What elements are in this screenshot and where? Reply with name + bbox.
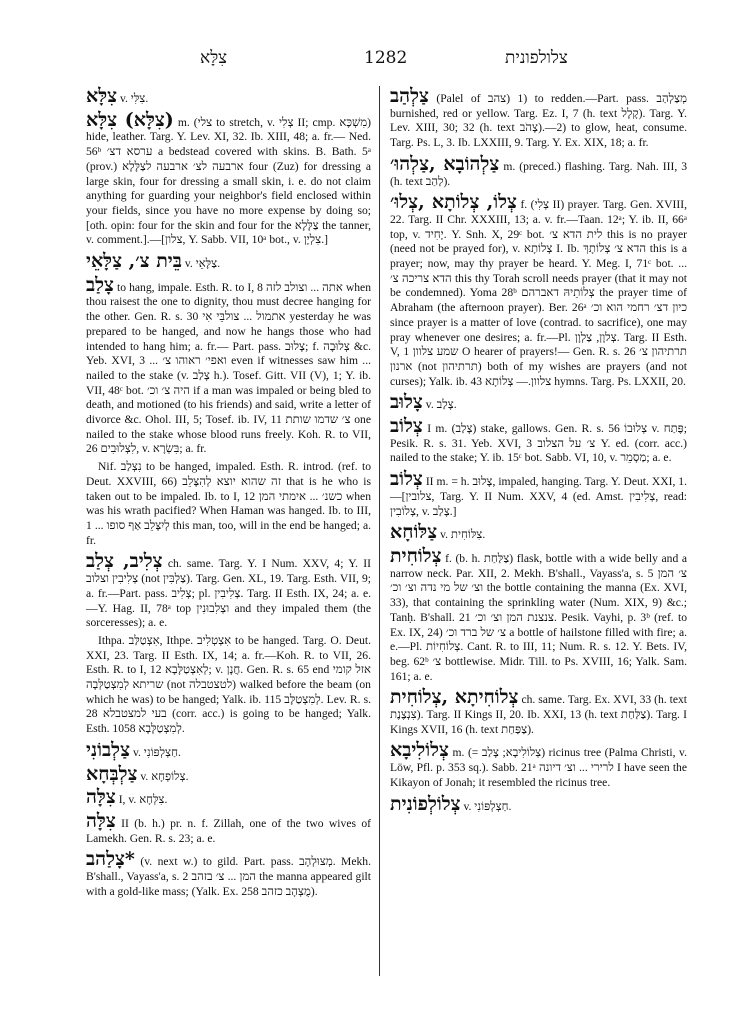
dictionary-entry [390,740,687,790]
dictionary-entry [86,787,371,808]
entry-definition: v. צְלוֹפְחָא. [140,769,189,783]
entry-definition: f. (b. h. צַלַּחַת) flask, bottle with a wide belly and a narrow neck. Par. XII, 2. Mekh. B'shall., Vayass'a, s. 5 צ׳ המן וצ׳ של מי נדה וצ׳ וכ׳ the bottle containing the manna (Ex. XVI, 33), that containing the sprinkling water (Num. XIX, 9) &c.; Tanḥ. B'shall. 21 צנצנת המן וצ׳ וכ׳. Pesik. Vayhi, p. 3ᵇ (ref. to Ex. IX, 24) צ׳ של ברד וכ׳ a bottle of hailstone filled with fire; a. e.—Pl. צְלוֹחִיוֹת. Cant. R. to III, 11; Num. R. s. 12. Y. Bets. IV, beg. 62ᵇ צ׳ bottlewise. Midr. Till. to Ps. XVIII, 16; Yalk. Sam. 161; a. e. [390,551,687,683]
entry-definition: II m. = h. צָלוּב, impaled, hanging. Targ. Y. Deut. XXI, 1.—[צלובין, Targ. Y. II Num. XXV, 4 (ed. Amst. צְלִיבִין, read: צְלוֹבִין, v. צָלַב.] [390,475,687,518]
entry-headword: *צָלַהב [86,848,135,871]
entry-headword: צָלוּב [390,391,423,414]
running-head-left: צִלָּא [200,48,228,68]
dictionary-entry [86,460,371,548]
dictionary-entry [86,764,371,785]
entry-headword: צִלָּה [86,809,116,832]
entry-definition: I m. (צָלַב) stake, gallows. Gen. R. s. 56 צְלוּבוֹ v. פֶּתַח; Pesik. R. s. 31. Yeb. XVI, 3 צ׳ על הצלוב Y. ed. (corr. acc.) nailed to the stake; Y. ib. 15ᶜ bot. Sabb. VI, 10, v. מַסְמֵר; a. e. [390,422,687,465]
dictionary-entry [390,522,687,543]
entry-definition: m. (preced.) flashing. Targ. Nah. III, 3 (h. text לַהַב). [390,159,687,188]
entry-definition: m. (צלי to stretch, v. צְלִי II; cmp. מִשְׁכָּא) hide, leather. Targ. Y. Lev. XI, 32. Ib. XIII, 48; a. fr.— Ned. 56ᵇ ערסא דצ׳ a bedstead covered with skins. B. Bath. 5ᵃ (prov.) ארבעה לצ׳ ארבעה לצַלָּלָא four (Zuz) for dressing a large skin, four for dressing a small skin, i. e. do not claim anything for guarding your neighbor's field enclosed within your fields, since you have no more expense by doing so; [oth. opin: four for the skin and four for the צַלָּלָא the tanner, v. comment.].—[צלון, Y. Sabb. VII, 10ᵃ bot., v. צִלְיָן.] [86,115,371,247]
entry-definition: v. צַלָּאֵי. [184,257,221,271]
column-divider [379,86,380,976]
dictionary-entry [86,275,371,457]
entry-definition: v. צִלִּי. [119,92,149,105]
dictionary-entry [86,551,371,631]
dictionary-entry [390,794,687,815]
entry-headword: בֵּית צ׳, צַלָּאֵי [86,250,182,273]
dictionary-entry [390,154,687,189]
entry-headword: צְלוֹלְפוֹנִית [390,792,461,815]
entry-definition: v. חַצְלְפּוֹנִי. [132,745,181,759]
entry-headword: (צִלָּא) צִלָּא [86,108,174,131]
entry-headword: צִלָּה [86,786,116,809]
page-number: 1282 [364,48,408,68]
entry-definition: Ithpa. אִצְטַלַּב, Ithpe. אִצְטְלִיב to be hanged. Targ. O. Deut. XXI, 23. Targ. II Esth. IX, 14; a. fr.—Koh. R. to VII, 26. Esth. R. to I, 12 לְאִצְטַלָּבָא; v. חֲנָן. Gen. R. s. 65 end אזל קומי שריתא לְמִצְטַלְּבָה (not לטצטבלה) walked before the beam (on which he was) to be hanged; Yalk. ib. 115 לְמִצְטַלָּב. Lev. R. s. 28 בעי למצטבלא (corr. acc.) is going to be hanged; Yalk. Esth. 1058 לְמִצְטַלָּבָא. [86,633,371,736]
entry-headword: צַלּוֹחָא [390,521,438,544]
entry-definition: ch. same. Targ. Ex. XVI, 33 (h. text צִנְצֶנֶת). Targ. II Kings II, 20. Ib. XXI, 13 (h. text צַלַּחַת). Targ. I Kings XVII, 16 (h. text צַפַּחַת). [390,693,687,736]
entry-headword: צְלוֹב [390,415,423,438]
entry-headword: צִלָּא [86,86,118,107]
entry-definition: II (b. h.) pr. n. f. Zillah, one of the two wives of Lamekh. Gen. R. s. 23; a. e. [86,816,371,845]
entry-headword: צְלִיב, צְלַב [86,550,163,573]
running-head-right: צלולפונית [505,48,568,68]
entry-headword: צָלַב [86,273,114,296]
entry-definition: v. צִלּוֹחִית. [440,528,486,542]
entry-definition: f. (צְלִי II) prayer. Targ. Gen. XVIII, 22. Targ. II Chr. XXXIII, 13; a. v. fr.—Taan. 12ᵃ; Y. ib. II, 66ᵃ top, v. יָחִיד. Y. Snh. X, 29ᶜ bot. לית הדא צ׳ this is no prayer (need not be prayed for), v. צְלוֹתָא I. Ib. הדא צ׳ צְלוֹתָךְ this is a prayer; now, may thy prayer be heard. Y. Meg. I, 71ᶜ bot. ... הדא צריכה צ׳ this thy Torah scroll needs prayer (that it may not be condemned). Yoma 28ᵇ צְלוֹתֵיהּ דאברהם the prayer time of Abraham (the afternoon prayer). Ber. 26ᵃ כיון דצ׳ רחמי הוא וכ׳ since prayer is a matter of love (contrad. to sacrifice), one may pray whenever one desires; a. fr.—Pl. צְלוָן, צַלְוָן. Targ. II Esth. V, 1 שמע צלוון O hearer of prayers!— Gen. R. s. 26 תרתיהון צ׳ ארנון (not תרתיהון) both of my wishes are prayers (and not curses); Yalk. ib. 43 צלוון.— צְלוֹתָא hymns. Targ. Ps. LXXII, 20. [390,198,687,388]
dictionary-entry [86,634,371,737]
dictionary-entry [390,687,687,737]
dictionary-entry [390,469,687,519]
entry-headword: צַלְהַב [390,86,429,107]
entry-headword: צַלְהוֹבָא ,צַלְהוּ׳ [390,152,500,175]
right-column [390,86,687,986]
dictionary-entry [390,192,687,389]
entry-definition: Nif. נִצְלַב to be hanged, impaled. Esth. R. introd. (ref. to Deut. XXVIII, 66) זה שהוא יוצא לְהִצָּלֵב that is he who is taken out to be impaled. Ib. to I, 12 כשנ׳ ... אימתי המן when was his wrath pacified? When Haman was hanged. Ib. to III, 1 ... לְיִצָּלֵב אַף סופו this man, too, will in the end be hanged; a. fr. [86,460,371,547]
dictionary-entry [390,86,687,151]
dictionary-entry [86,251,371,272]
entry-headword: צְלוֹב [390,468,423,491]
entry-definition: to hang, impale. Esth. R. to I, 8 אתה ... וצולב לזה when thou raisest the one to dignity, thou must decree hanging for the other. Gen. R. s. 30 אתמול ... צולבֵּי אִי yesterday he was prepared to be hanged, and now he hangs those who had intended to hang him; a. fr.— Part. pass. צָלוּב; f. צְלוּבָה &c. Yeb. XVI, 3 ... ואפי׳ ראוהו צ׳ even if witnesses saw him ... nailed to the stake (v. צָלַב h.). Tosef. Gitt. VII (V), 1; Y. ib. VII, 48ᶜ bot. היה צ׳ וכ׳ if a man was impaled or being bled to death, and motioned (to his friends) and said, write a letter of divorce &c. Ohol. III, 5; Tosef. ib. IV, 11 צ׳ שדמו שותת one nailed to the stake whose blood runs freely. Koh. R. to VII, 26 לִצְלוּבִים, v. בִּשְׂרָא; a. fr. [86,280,371,456]
dictionary-entry [86,849,371,899]
entry-definition: v. חַצְלְפּוֹנִי. [463,799,512,813]
entry-definition: (Palel of צהב) 1) to redden.—Part. pass. מְצַלְהַב burnished, red or yellow. Targ. Ez. I, 7 (h. text קָלָל). Targ. Y. Lev. XIII, 30; 32 (h. text צָהֹב).—2) to glow, heat, consume. Targ. Ps. L, 3. Ib. LXXIII, 9. Targ. Y. Ex. XIX, 18; a. fr. [390,92,687,150]
dictionary-entry [86,110,371,248]
entry-headword: צְלוֹחִית [390,544,442,567]
dictionary-entry [390,546,687,684]
left-column [86,86,371,986]
entry-headword: צַלְבוֹנִי [86,738,131,761]
dictionary-entry [86,740,371,761]
entry-headword: צַלְבְּחָא [86,762,138,785]
entry-definition: (v. next w.) to gild. Part. pass. מְצוּלְהָב. Mekh. B'shall., Vayass'a, s. 2 המן ... צ׳ בזהב the manna appeared gilt with a gold-like mass; (Yalk. Ex. 258 מֻצְהָב כזהב). [86,855,371,898]
entry-headword: צְלוֹ, צְלוֹתָא ,צְלוּ׳ [390,191,517,214]
dictionary-entry [390,392,687,413]
entry-definition: v. צָלַב. [425,398,457,412]
entry-definition: m. (= צְלוֹלִיבָא; צָלַב) ricinus tree (Palma Christi, v. Löw, Pfl. p. 353 sq.). Sabb. 21ᵃ לרירי ... וצ׳ דיונה I have seen the Kikayon of Jonah; it resembled the ricinus tree. [390,746,687,789]
entry-headword: צְלוֹלִיבָא [390,739,449,762]
entry-definition: I, v. צִלְּחָא. [118,793,168,807]
entry-definition: ch. same. Targ. Y. I Num. XXV, 4; Y. II צְלִיבִין וצלוב (not צַלְבִּין). Targ. Gen. XL, 19. Targ. Esth. VII, 9; a. fr.—Part. pass. צְלִיב; pl. צְלִיבִין. Targ. II Esth. IX, 24; a. e.—Y. Hag. II, 78ᵃ top וצְלִבוּנִין and they impaled them (the sorceresses); a. e. [86,557,371,630]
entry-headword: צְלוֹחִיתָא ,צְלוֹחִית [390,686,519,709]
dictionary-entry [86,86,371,107]
dictionary-entry [86,811,371,846]
dictionary-entry [390,416,687,466]
